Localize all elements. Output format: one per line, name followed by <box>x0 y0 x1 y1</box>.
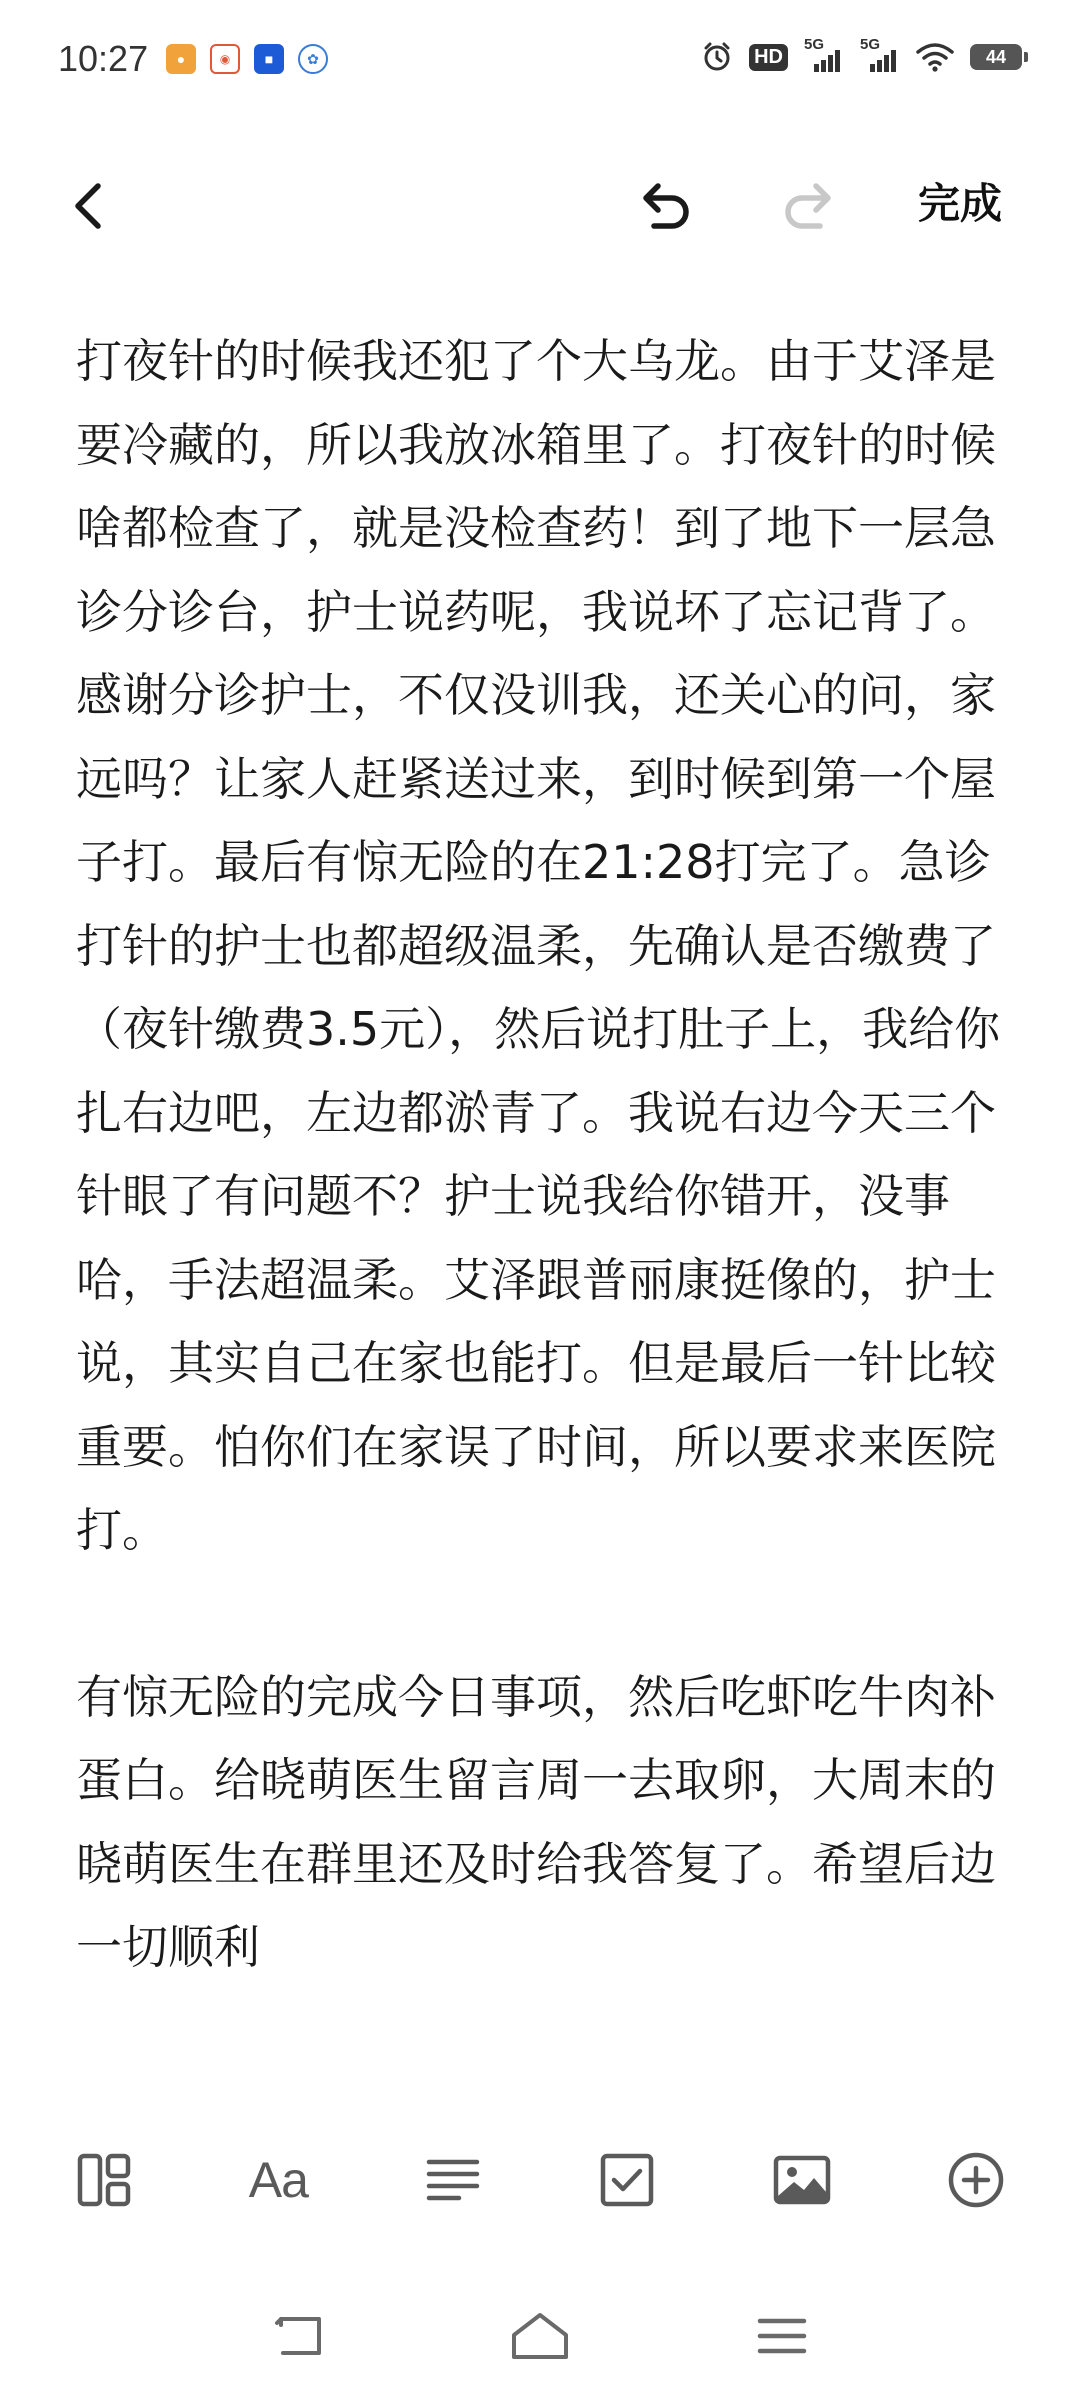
back-icon <box>273 2313 327 2359</box>
undo-icon <box>632 174 698 240</box>
hd-icon: HD <box>749 44 788 71</box>
notification-app-icon: ■ <box>254 44 284 74</box>
text-style-button[interactable] <box>220 2122 336 2238</box>
notification-app-icon: ● <box>166 44 196 74</box>
redo-button[interactable] <box>776 174 842 240</box>
system-navigation-bar <box>0 2290 1080 2380</box>
undo-button[interactable] <box>632 174 698 240</box>
battery-icon <box>970 44 1022 70</box>
system-back-button[interactable] <box>268 2306 332 2366</box>
signal-strength-icon: 5G <box>804 40 844 74</box>
system-menu-button[interactable] <box>750 2306 814 2366</box>
note-paragraph[interactable]: 有惊无险的完成今日事项，然后吃虾吃牛肉补蛋白。给晓萌医生留言周一去取卵，大周末的晓萌医生在群里还及时给我答复了。希望后边一切顺利 <box>76 1669 996 1974</box>
notification-icons <box>166 44 328 74</box>
status-bar <box>0 0 1080 120</box>
chevron-left-icon <box>62 176 122 236</box>
checklist-button[interactable] <box>569 2122 685 2238</box>
paragraph-button[interactable] <box>395 2122 511 2238</box>
add-icon <box>947 2151 1005 2209</box>
notification-app-icon: ✿ <box>298 44 328 74</box>
system-home-button[interactable] <box>508 2306 572 2366</box>
redo-icon <box>776 174 842 240</box>
notification-app-icon: ◉ <box>210 44 240 74</box>
note-editor[interactable] <box>76 320 1006 1990</box>
format-toolbar <box>0 2120 1080 2240</box>
alarm-icon <box>701 41 733 73</box>
system-icons <box>701 36 1022 74</box>
menu-icon <box>756 2313 808 2359</box>
back-button[interactable] <box>62 176 122 236</box>
insert-image-button[interactable] <box>744 2122 860 2238</box>
signal-strength-icon: 5G <box>860 40 900 74</box>
image-icon <box>772 2152 832 2208</box>
add-button[interactable] <box>918 2122 1034 2238</box>
status-time: 10:27 <box>58 38 149 79</box>
layout-icon <box>76 2152 132 2208</box>
done-button[interactable]: 完成 <box>918 179 1003 228</box>
text-style-icon: Aa <box>248 2152 308 2208</box>
layout-button[interactable] <box>46 2122 162 2238</box>
editor-toolbar <box>0 150 1080 260</box>
paragraph-icon <box>425 2152 481 2208</box>
note-paragraph[interactable]: 打夜针的时候我还犯了个大乌龙。由于艾泽是要冷藏的，所以我放冰箱里了。打夜针的时候啥都检查了，就是没检查药！到了地下一层急诊分诊台，护士说药呢，我说坏了忘记背了。感谢分诊护士，不仅没训我，还关心的问，家远吗？让家人赶紧送过来，到时候到第一个屋子打。最后有惊无险的在21:28打完了。急诊打针的护士也都超级温柔，先确认是否缴费了（夜针缴费3.5元），然后说打肚子上，我给你扎右边吧，左边都淤青了。我说右边今天三个针眼了有问题不？护士说我给你错开，没事哈，手法超温柔。艾泽跟普丽康挺像的，护士说，其实自己在家也能打。但是最后一针比较重要。怕你们在家误了时间，所以要求来医院打。 <box>76 334 1001 1557</box>
home-icon <box>510 2311 570 2361</box>
wifi-icon <box>916 42 954 72</box>
checkbox-icon <box>599 2152 655 2208</box>
battery-level: 44 <box>985 46 1007 67</box>
